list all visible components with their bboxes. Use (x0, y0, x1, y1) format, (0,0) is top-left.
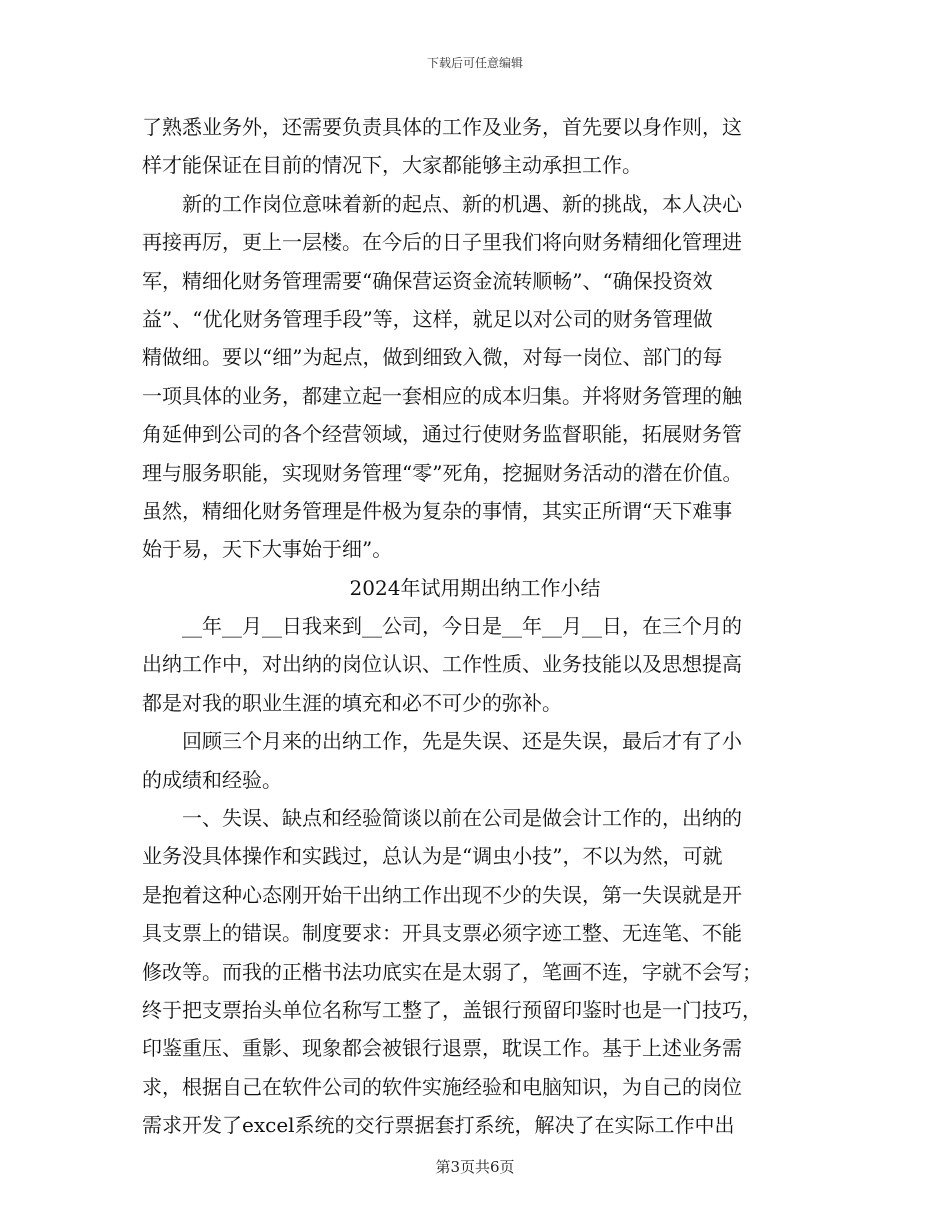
page-number: 第3页共6页 (435, 1158, 515, 1176)
text-line: 需求开发了excel系统的交行票据套打系统，解决了在实际工作中出 (142, 1113, 735, 1138)
text-line: 虽然，精细化财务管理是件极为复杂的事情，其实正所谓“天下难事 (142, 498, 733, 523)
page-header-note: 下载后可任意编辑 (426, 56, 523, 70)
section-title: 2024年试用期出纳工作小结 (349, 575, 601, 600)
text-line: __年__月__日我来到__公司，今日是__年__月__日，在三个月的 (142, 614, 742, 639)
text-line: 理与服务职能，实现财务管理“零”死角，挖掘财务活动的潜在价值。 (142, 460, 743, 485)
text-line: 是抱着这种心态刚开始干出纳工作出现不少的失误，第一失误就是开 (142, 882, 742, 907)
text-line: 一项具体的业务，都建立起一套相应的成本归集。并将财务管理的触 (142, 383, 742, 408)
text-line: 终于把支票抬头单位名称写工整了，盖银行预留印鉴时也是一门技巧， (142, 997, 762, 1022)
text-line: 的成绩和经验。 (142, 767, 282, 792)
text-line: 修改等。而我的正楷书法功底实在是太弱了，笔画不连，字就不会写； (142, 959, 762, 984)
text-line: 益”、“优化财务管理手段”等，这样，就足以对公司的财务管理做 (142, 306, 713, 331)
text-line: 样才能保证在目前的情况下，大家都能够主动承担工作。 (142, 153, 642, 178)
text-line: 印鉴重压、重影、现象都会被银行退票，耽误工作。基于上述业务需 (142, 1036, 742, 1061)
text-line: 军，精细化财务管理需要“确保营运资金流转顺畅”、“确保投资效 (142, 268, 713, 293)
document-body (142, 108, 808, 1145)
text-line: 精做细。要以“细”为起点，做到细致入微，对每一岗位、部门的每 (142, 345, 723, 370)
text-line: 一、失误、缺点和经验简谈以前在公司是做会计工作的，出纳的 (142, 806, 742, 831)
text-line: 求，根据自己在软件公司的软件实施经验和电脑知识，为自己的岗位 (142, 1074, 742, 1099)
text-line: 业务没具体操作和实践过，总认为是“调虫小技”，不以为然，可就 (142, 844, 723, 869)
text-line: 再接再厉，更上一层楼。在今后的日子里我们将向财务精细化管理进 (142, 230, 742, 255)
text-line: 始于易，天下大事始于细”。 (142, 537, 393, 562)
text-line: 新的工作岗位意味着新的起点、新的机遇、新的挑战，本人决心 (142, 191, 742, 216)
text-line: 出纳工作中，对出纳的岗位认识、工作性质、业务技能以及思想提高 (142, 652, 742, 677)
text-line: 角延伸到公司的各个经营领域，通过行使财务监督职能，拓展财务管 (142, 422, 742, 447)
text-line: 具支票上的错误。制度要求：开具支票必须字迹工整、无连笔、不能 (142, 921, 742, 946)
text-line: 回顾三个月来的出纳工作，先是失误、还是失误，最后才有了小 (142, 729, 742, 754)
text-line: 都是对我的职业生涯的填充和必不可少的弥补。 (142, 690, 562, 715)
text-line: 了熟悉业务外，还需要负责具体的工作及业务，首先要以身作则，这 (142, 115, 742, 139)
